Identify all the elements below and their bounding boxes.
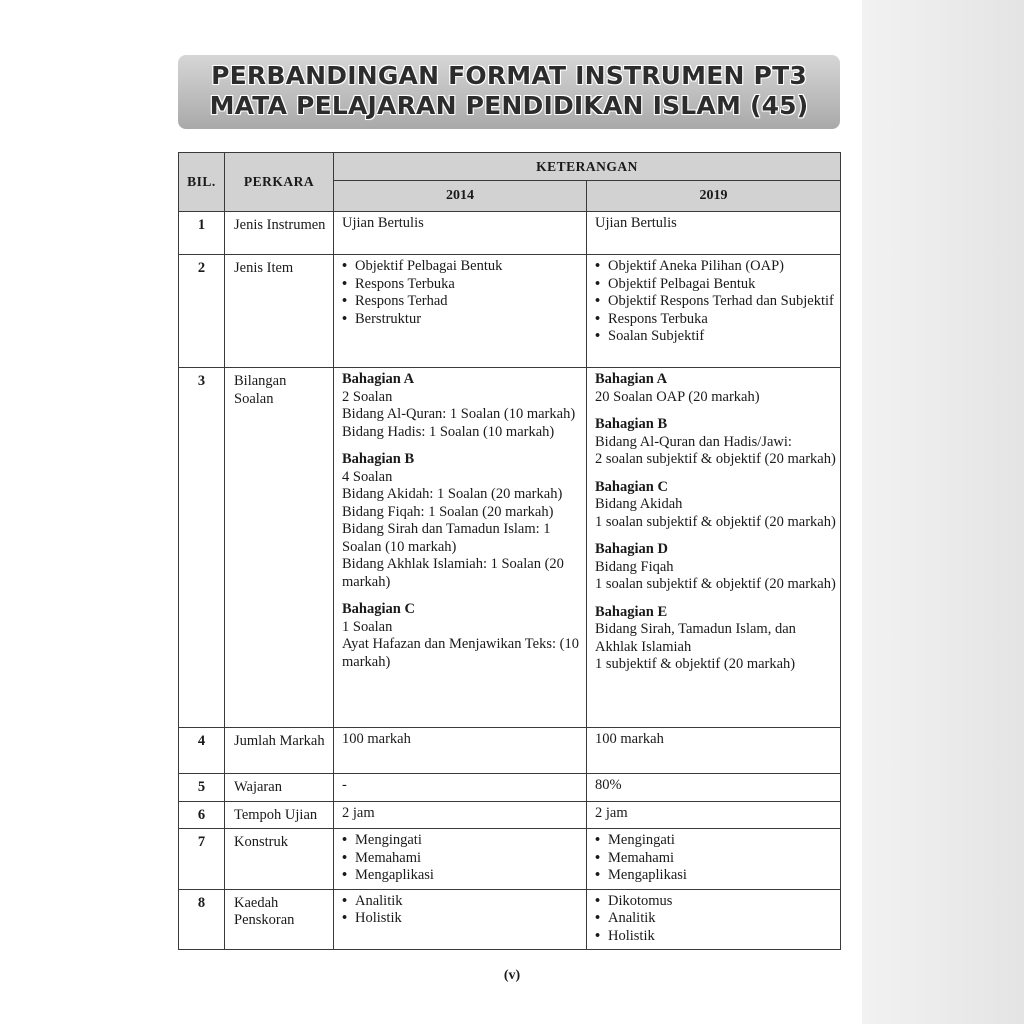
- row-number: 4: [179, 728, 225, 774]
- row-number: 1: [179, 212, 225, 255]
- bullet-list: [342, 258, 582, 328]
- cell-2019: [587, 889, 841, 950]
- section-title: Bahagian D: [595, 541, 668, 557]
- cell-2014: 2 jam: [334, 801, 587, 829]
- section-line: 1 subjektif & objektif (20 markah): [595, 656, 796, 672]
- page-number: (v): [503, 968, 521, 983]
- table-body: [179, 212, 841, 950]
- cell-2014: Ujian Bertulis: [334, 212, 587, 255]
- cell-2019: [587, 255, 841, 368]
- section-line: Bidang Sirah, Tamadun Islam, dan Akhlak Islamiah: [595, 621, 796, 655]
- bullet-item: • Holistik: [342, 910, 582, 928]
- bullet-item: • Objektif Aneka Pilihan (OAP): [595, 258, 836, 276]
- section-line: 1 soalan subjektif & objektif (20 markah): [595, 576, 836, 592]
- section-line: Bidang Akidah: 1 Soalan (20 markah): [342, 486, 563, 502]
- row-number: 2: [179, 255, 225, 368]
- row-number: 8: [179, 889, 225, 950]
- section-block: [342, 451, 582, 591]
- row-number: 3: [179, 368, 225, 728]
- section-title: Bahagian E: [595, 603, 668, 620]
- table-row: [179, 801, 841, 829]
- bullet-item: • Respons Terbuka: [595, 311, 836, 329]
- bullet-item: • Mengingati: [595, 832, 836, 850]
- section-title: Bahagian B: [342, 451, 415, 467]
- bullet-item: • Objektif Pelbagai Bentuk: [595, 276, 836, 294]
- cell-2014: [334, 368, 587, 728]
- section-line: Bidang Akhlak Islamiah: 1 Soalan (20 markah): [342, 556, 564, 590]
- cell-2019: [587, 368, 841, 728]
- section-block: [595, 541, 836, 594]
- cell-2019: Ujian Bertulis: [587, 212, 841, 255]
- bullet-item: • Holistik: [595, 928, 836, 946]
- bullet-item: • Analitik: [342, 893, 582, 911]
- row-item-label: Jenis Instrumen: [225, 212, 334, 255]
- section-line: 20 Soalan OAP (20 markah): [595, 388, 760, 405]
- bullet-item: • Respons Terbuka: [342, 276, 582, 294]
- bullet-item: • Memahami: [595, 850, 836, 868]
- header-year-2014: 2014: [334, 181, 587, 212]
- row-item-label: Jenis Item: [225, 255, 334, 368]
- page-title: [178, 61, 840, 121]
- title-banner: [178, 55, 840, 129]
- bullet-list: [342, 893, 582, 928]
- bullet-item: • Memahami: [342, 850, 582, 868]
- table-row: [179, 774, 841, 802]
- header-bil: BIL.: [179, 153, 225, 212]
- title-line-2: MATA PELAJARAN PENDIDIKAN ISLAM (45): [209, 91, 809, 120]
- cell-2014: [334, 889, 587, 950]
- row-number: 6: [179, 801, 225, 829]
- section-line: Bidang Fiqah: [595, 558, 674, 575]
- row-item-label: Kaedah Penskoran: [225, 889, 334, 950]
- cell-2019: [587, 829, 841, 890]
- table-row: [179, 889, 841, 950]
- bullet-item: • Objektif Pelbagai Bentuk: [342, 258, 582, 276]
- table-row: [179, 368, 841, 728]
- section-line: Bidang Al-Quran: 1 Soalan (10 markah): [342, 406, 576, 422]
- section-title: Bahagian C: [595, 478, 668, 495]
- bullet-item: • Soalan Subjektif: [595, 328, 836, 346]
- section-line: Bidang Akidah: [595, 496, 683, 512]
- header-perkara: PERKARA: [225, 153, 334, 212]
- cell-2014: 100 markah: [334, 728, 587, 774]
- section-line: 2 Soalan: [342, 388, 393, 405]
- section-block: [342, 601, 582, 671]
- row-item-label: Tempoh Ujian: [225, 801, 334, 829]
- row-number: 7: [179, 829, 225, 890]
- section-block: [595, 416, 836, 469]
- row-number: 5: [179, 774, 225, 802]
- table-row: [179, 255, 841, 368]
- row-item-label: Bilangan Soalan: [225, 368, 334, 728]
- header-year-2019: 2019: [587, 181, 841, 212]
- section-line: Bidang Sirah dan Tamadun Islam: 1 Soalan (10 markah): [342, 521, 551, 555]
- bullet-item: • Dikotomus: [595, 893, 836, 911]
- section-block: [595, 479, 836, 532]
- section-line: Bidang Fiqah: 1 Soalan (20 markah): [342, 503, 554, 520]
- bullet-item: • Respons Terhad: [342, 293, 582, 311]
- bullet-list: [342, 832, 582, 885]
- section-title: Bahagian B: [595, 416, 668, 432]
- section-title: Bahagian A: [595, 371, 668, 387]
- section-line: Bidang Al-Quran dan Hadis/Jawi:: [595, 433, 792, 450]
- section-title: Bahagian C: [342, 601, 415, 617]
- bullet-item: • Mengaplikasi: [595, 867, 836, 885]
- bullet-item: • Mengingati: [342, 832, 582, 850]
- section-line: 4 Soalan: [342, 468, 393, 485]
- row-item-label: Konstruk: [225, 829, 334, 890]
- comparison-table: [178, 152, 841, 950]
- section-line: Ayat Hafazan dan Menjawikan Teks: (10 markah): [342, 636, 579, 670]
- table-row: [179, 728, 841, 774]
- cell-2019: 80%: [587, 774, 841, 802]
- table-row: [179, 212, 841, 255]
- section-line: 1 Soalan: [342, 618, 393, 635]
- section-line: 2 soalan subjektif & objektif (20 markah): [595, 451, 836, 467]
- section-block: [595, 604, 836, 674]
- section-line: Bidang Hadis: 1 Soalan (10 markah): [342, 423, 555, 440]
- bullet-list: [595, 258, 836, 346]
- bullet-list: [595, 893, 836, 946]
- cell-2019: 100 markah: [587, 728, 841, 774]
- cell-2019: 2 jam: [587, 801, 841, 829]
- bullet-item: • Objektif Respons Terhad dan Subjektif: [595, 293, 836, 311]
- bullet-item: • Analitik: [595, 910, 836, 928]
- row-item-label: Jumlah Markah: [225, 728, 334, 774]
- cell-2014: -: [334, 774, 587, 802]
- section-title: Bahagian A: [342, 371, 415, 387]
- section-block: [342, 371, 582, 441]
- cell-2014: [334, 255, 587, 368]
- title-line-1: PERBANDINGAN FORMAT INSTRUMEN PT3: [211, 61, 807, 90]
- section-block: [595, 371, 836, 406]
- section-line: 1 soalan subjektif & objektif (20 markah): [595, 513, 836, 530]
- table-row: [179, 829, 841, 890]
- header-keterangan: KETERANGAN: [334, 153, 841, 181]
- bullet-list: [595, 832, 836, 885]
- page-edge-shadow: [862, 0, 1024, 1024]
- bullet-item: • Mengaplikasi: [342, 867, 582, 885]
- cell-2014: [334, 829, 587, 890]
- bullet-item: • Berstruktur: [342, 311, 582, 329]
- row-item-label: Wajaran: [225, 774, 334, 802]
